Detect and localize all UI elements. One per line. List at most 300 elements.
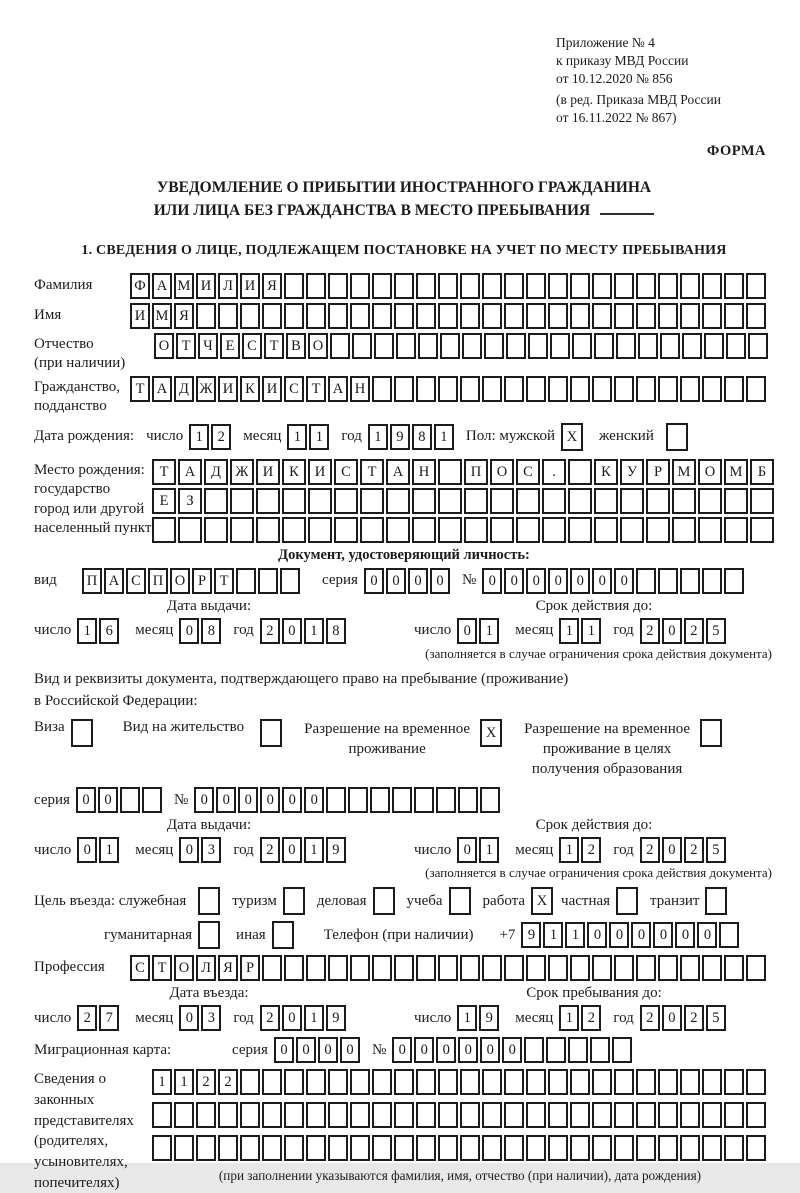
- form-cell[interactable]: 0: [392, 1037, 412, 1063]
- form-cell[interactable]: [666, 423, 688, 451]
- form-cell[interactable]: Т: [130, 376, 150, 402]
- form-cell[interactable]: А: [178, 459, 202, 485]
- form-cell[interactable]: [546, 1037, 566, 1063]
- form-cell[interactable]: 0: [662, 618, 682, 644]
- form-cell[interactable]: А: [152, 376, 172, 402]
- form-cell[interactable]: 0: [408, 568, 428, 594]
- form-cell[interactable]: [504, 1102, 524, 1128]
- form-cell[interactable]: [438, 1102, 458, 1128]
- form-cell[interactable]: 2: [640, 1005, 660, 1031]
- form-cell[interactable]: 1: [304, 618, 324, 644]
- form-cell[interactable]: [548, 955, 568, 981]
- form-cell[interactable]: [174, 1135, 194, 1161]
- form-cell[interactable]: 0: [653, 922, 673, 948]
- form-cell[interactable]: 0: [482, 568, 502, 594]
- form-cell[interactable]: 0: [77, 837, 97, 863]
- form-cell[interactable]: [680, 376, 700, 402]
- form-cell[interactable]: [548, 1102, 568, 1128]
- form-cell[interactable]: [308, 488, 332, 514]
- form-cell[interactable]: [218, 303, 238, 329]
- form-cell[interactable]: 1: [479, 837, 499, 863]
- form-cell[interactable]: Т: [360, 459, 384, 485]
- form-cell[interactable]: [218, 1135, 238, 1161]
- form-cell[interactable]: 1: [581, 618, 601, 644]
- form-cell[interactable]: Н: [412, 459, 436, 485]
- form-cell[interactable]: [374, 333, 394, 359]
- form-cell[interactable]: [658, 376, 678, 402]
- form-cell[interactable]: [680, 273, 700, 299]
- form-cell[interactable]: [230, 517, 254, 543]
- form-cell[interactable]: 1: [565, 922, 585, 948]
- form-cell[interactable]: [594, 517, 618, 543]
- form-cell[interactable]: М: [672, 459, 696, 485]
- form-cell[interactable]: [724, 1069, 744, 1095]
- form-cell[interactable]: [572, 333, 592, 359]
- form-cell[interactable]: 1: [189, 424, 209, 450]
- form-cell[interactable]: И: [240, 273, 260, 299]
- form-cell[interactable]: [438, 1135, 458, 1161]
- form-cell[interactable]: [658, 273, 678, 299]
- form-cell[interactable]: [142, 787, 162, 813]
- form-cell[interactable]: [284, 1135, 304, 1161]
- form-cell[interactable]: С: [334, 459, 358, 485]
- form-cell[interactable]: [570, 1069, 590, 1095]
- form-cell[interactable]: [680, 568, 700, 594]
- form-cell[interactable]: [480, 787, 500, 813]
- form-cell[interactable]: [282, 517, 306, 543]
- form-cell[interactable]: [548, 1135, 568, 1161]
- form-cell[interactable]: [306, 1069, 326, 1095]
- form-cell[interactable]: [516, 488, 540, 514]
- form-cell[interactable]: [636, 955, 656, 981]
- form-cell[interactable]: 0: [340, 1037, 360, 1063]
- form-cell[interactable]: 1: [77, 618, 97, 644]
- form-cell[interactable]: Е: [220, 333, 240, 359]
- form-cell[interactable]: [526, 1102, 546, 1128]
- form-cell[interactable]: [460, 273, 480, 299]
- form-cell[interactable]: Е: [152, 488, 176, 514]
- form-cell[interactable]: [700, 719, 722, 747]
- form-cell[interactable]: 1: [559, 837, 579, 863]
- form-cell[interactable]: [326, 787, 346, 813]
- form-cell[interactable]: О: [698, 459, 722, 485]
- form-cell[interactable]: [373, 887, 395, 915]
- form-cell[interactable]: 0: [436, 1037, 456, 1063]
- form-cell[interactable]: И: [262, 376, 282, 402]
- form-cell[interactable]: [416, 376, 436, 402]
- form-cell[interactable]: [240, 1069, 260, 1095]
- form-cell[interactable]: [284, 955, 304, 981]
- form-cell[interactable]: [460, 303, 480, 329]
- form-cell[interactable]: [416, 273, 436, 299]
- form-cell[interactable]: [306, 1135, 326, 1161]
- form-cell[interactable]: [460, 376, 480, 402]
- form-cell[interactable]: 2: [581, 1005, 601, 1031]
- form-cell[interactable]: [672, 517, 696, 543]
- form-cell[interactable]: 0: [414, 1037, 434, 1063]
- form-cell[interactable]: [438, 1069, 458, 1095]
- form-cell[interactable]: 8: [412, 424, 432, 450]
- form-cell[interactable]: [660, 333, 680, 359]
- form-cell[interactable]: Т: [306, 376, 326, 402]
- form-cell[interactable]: [438, 517, 462, 543]
- form-cell[interactable]: [396, 333, 416, 359]
- form-cell[interactable]: [636, 568, 656, 594]
- form-cell[interactable]: 9: [479, 1005, 499, 1031]
- form-cell[interactable]: М: [152, 303, 172, 329]
- form-cell[interactable]: X: [480, 719, 502, 747]
- form-cell[interactable]: Д: [174, 376, 194, 402]
- form-cell[interactable]: [240, 303, 260, 329]
- form-cell[interactable]: 1: [304, 1005, 324, 1031]
- form-cell[interactable]: З: [178, 488, 202, 514]
- form-cell[interactable]: [504, 1135, 524, 1161]
- form-cell[interactable]: [458, 787, 478, 813]
- form-cell[interactable]: [262, 955, 282, 981]
- form-cell[interactable]: [372, 955, 392, 981]
- form-cell[interactable]: 1: [287, 424, 307, 450]
- form-cell[interactable]: [594, 488, 618, 514]
- form-cell[interactable]: 0: [504, 568, 524, 594]
- form-cell[interactable]: 0: [386, 568, 406, 594]
- form-cell[interactable]: Л: [196, 955, 216, 981]
- form-cell[interactable]: 0: [697, 922, 717, 948]
- form-cell[interactable]: 0: [179, 1005, 199, 1031]
- form-cell[interactable]: [658, 568, 678, 594]
- form-cell[interactable]: [528, 333, 548, 359]
- form-cell[interactable]: [204, 488, 228, 514]
- form-cell[interactable]: [152, 517, 176, 543]
- form-cell[interactable]: [416, 1102, 436, 1128]
- form-cell[interactable]: Я: [218, 955, 238, 981]
- form-cell[interactable]: [726, 333, 746, 359]
- form-cell[interactable]: [394, 955, 414, 981]
- form-cell[interactable]: 0: [457, 618, 477, 644]
- form-cell[interactable]: [71, 719, 93, 747]
- form-cell[interactable]: [174, 1102, 194, 1128]
- form-cell[interactable]: 0: [76, 787, 96, 813]
- form-cell[interactable]: [449, 887, 471, 915]
- form-cell[interactable]: [350, 1069, 370, 1095]
- form-cell[interactable]: 8: [326, 618, 346, 644]
- form-cell[interactable]: [306, 303, 326, 329]
- form-cell[interactable]: [702, 303, 722, 329]
- form-cell[interactable]: [350, 955, 370, 981]
- form-cell[interactable]: [614, 1069, 634, 1095]
- form-cell[interactable]: [750, 488, 774, 514]
- form-cell[interactable]: [460, 955, 480, 981]
- form-cell[interactable]: [702, 273, 722, 299]
- form-cell[interactable]: [614, 273, 634, 299]
- form-cell[interactable]: [568, 459, 592, 485]
- form-cell[interactable]: П: [82, 568, 102, 594]
- form-cell[interactable]: [526, 1135, 546, 1161]
- form-cell[interactable]: 2: [260, 1005, 280, 1031]
- form-cell[interactable]: С: [130, 955, 150, 981]
- form-cell[interactable]: [612, 1037, 632, 1063]
- form-cell[interactable]: 0: [364, 568, 384, 594]
- form-cell[interactable]: 0: [304, 787, 324, 813]
- form-cell[interactable]: 0: [98, 787, 118, 813]
- form-cell[interactable]: [592, 376, 612, 402]
- form-cell[interactable]: 2: [684, 618, 704, 644]
- form-cell[interactable]: 6: [99, 618, 119, 644]
- form-cell[interactable]: А: [104, 568, 124, 594]
- form-cell[interactable]: [680, 1135, 700, 1161]
- form-cell[interactable]: [282, 488, 306, 514]
- form-cell[interactable]: [262, 1069, 282, 1095]
- form-cell[interactable]: [568, 488, 592, 514]
- form-cell[interactable]: [328, 1069, 348, 1095]
- form-cell[interactable]: 0: [480, 1037, 500, 1063]
- form-cell[interactable]: [698, 517, 722, 543]
- form-cell[interactable]: 0: [194, 787, 214, 813]
- form-cell[interactable]: [152, 1102, 172, 1128]
- form-cell[interactable]: [616, 887, 638, 915]
- form-cell[interactable]: [438, 488, 462, 514]
- form-cell[interactable]: [330, 333, 350, 359]
- form-cell[interactable]: [504, 303, 524, 329]
- form-cell[interactable]: [328, 303, 348, 329]
- form-cell[interactable]: [256, 488, 280, 514]
- form-cell[interactable]: [719, 922, 739, 948]
- form-cell[interactable]: Р: [192, 568, 212, 594]
- form-cell[interactable]: И: [196, 273, 216, 299]
- form-cell[interactable]: 3: [201, 837, 221, 863]
- form-cell[interactable]: [412, 517, 436, 543]
- form-cell[interactable]: 0: [587, 922, 607, 948]
- form-cell[interactable]: 1: [559, 618, 579, 644]
- form-cell[interactable]: [680, 303, 700, 329]
- form-cell[interactable]: 0: [631, 922, 651, 948]
- form-cell[interactable]: [236, 568, 256, 594]
- form-cell[interactable]: [658, 1135, 678, 1161]
- form-cell[interactable]: 5: [706, 618, 726, 644]
- form-cell[interactable]: 2: [684, 837, 704, 863]
- form-cell[interactable]: [360, 517, 384, 543]
- form-cell[interactable]: 0: [592, 568, 612, 594]
- form-cell[interactable]: [416, 303, 436, 329]
- form-cell[interactable]: Я: [174, 303, 194, 329]
- form-cell[interactable]: [482, 1102, 502, 1128]
- form-cell[interactable]: [592, 273, 612, 299]
- form-cell[interactable]: 0: [282, 1005, 302, 1031]
- form-cell[interactable]: 0: [260, 787, 280, 813]
- form-cell[interactable]: И: [130, 303, 150, 329]
- form-cell[interactable]: [636, 1069, 656, 1095]
- form-cell[interactable]: А: [386, 459, 410, 485]
- form-cell[interactable]: [542, 517, 566, 543]
- form-cell[interactable]: 0: [296, 1037, 316, 1063]
- form-cell[interactable]: [416, 1135, 436, 1161]
- form-cell[interactable]: [256, 517, 280, 543]
- form-cell[interactable]: [724, 1135, 744, 1161]
- form-cell[interactable]: [438, 376, 458, 402]
- form-cell[interactable]: [412, 488, 436, 514]
- form-cell[interactable]: [394, 303, 414, 329]
- form-cell[interactable]: [570, 1135, 590, 1161]
- form-cell[interactable]: [438, 273, 458, 299]
- form-cell[interactable]: [394, 1069, 414, 1095]
- form-cell[interactable]: [440, 333, 460, 359]
- form-cell[interactable]: С: [242, 333, 262, 359]
- form-cell[interactable]: [658, 303, 678, 329]
- form-cell[interactable]: [526, 1069, 546, 1095]
- form-cell[interactable]: [198, 887, 220, 915]
- form-cell[interactable]: [724, 1102, 744, 1128]
- form-cell[interactable]: X: [561, 423, 583, 451]
- form-cell[interactable]: 0: [526, 568, 546, 594]
- form-cell[interactable]: [328, 1102, 348, 1128]
- form-cell[interactable]: Т: [152, 459, 176, 485]
- form-cell[interactable]: [614, 1102, 634, 1128]
- form-cell[interactable]: [272, 921, 294, 949]
- form-cell[interactable]: [120, 787, 140, 813]
- form-cell[interactable]: 2: [77, 1005, 97, 1031]
- form-cell[interactable]: 1: [457, 1005, 477, 1031]
- form-cell[interactable]: [724, 376, 744, 402]
- form-cell[interactable]: [284, 1102, 304, 1128]
- form-cell[interactable]: 0: [282, 787, 302, 813]
- form-cell[interactable]: Ф: [130, 273, 150, 299]
- form-cell[interactable]: [524, 1037, 544, 1063]
- form-cell[interactable]: [438, 955, 458, 981]
- form-cell[interactable]: [196, 1135, 216, 1161]
- form-cell[interactable]: 2: [684, 1005, 704, 1031]
- form-cell[interactable]: О: [170, 568, 190, 594]
- form-cell[interactable]: [542, 488, 566, 514]
- form-cell[interactable]: [198, 921, 220, 949]
- form-cell[interactable]: [548, 273, 568, 299]
- form-cell[interactable]: [394, 1102, 414, 1128]
- form-cell[interactable]: [526, 955, 546, 981]
- form-cell[interactable]: Я: [262, 273, 282, 299]
- form-cell[interactable]: [570, 955, 590, 981]
- form-cell[interactable]: [746, 1135, 766, 1161]
- form-cell[interactable]: [350, 1135, 370, 1161]
- form-cell[interactable]: 0: [238, 787, 258, 813]
- form-cell[interactable]: [646, 488, 670, 514]
- form-cell[interactable]: [702, 1069, 722, 1095]
- form-cell[interactable]: [548, 303, 568, 329]
- form-cell[interactable]: [636, 1135, 656, 1161]
- form-cell[interactable]: [394, 376, 414, 402]
- form-cell[interactable]: 2: [581, 837, 601, 863]
- form-cell[interactable]: М: [174, 273, 194, 299]
- form-cell[interactable]: [746, 1069, 766, 1095]
- form-cell[interactable]: [262, 303, 282, 329]
- form-cell[interactable]: [592, 955, 612, 981]
- form-cell[interactable]: [438, 303, 458, 329]
- form-cell[interactable]: [360, 488, 384, 514]
- form-cell[interactable]: [614, 1135, 634, 1161]
- form-cell[interactable]: [702, 568, 722, 594]
- form-cell[interactable]: [230, 488, 254, 514]
- form-cell[interactable]: [350, 303, 370, 329]
- form-cell[interactable]: 1: [152, 1069, 172, 1095]
- form-cell[interactable]: [526, 376, 546, 402]
- form-cell[interactable]: [328, 955, 348, 981]
- form-cell[interactable]: [484, 333, 504, 359]
- form-cell[interactable]: Д: [204, 459, 228, 485]
- form-cell[interactable]: [570, 273, 590, 299]
- form-cell[interactable]: 1: [99, 837, 119, 863]
- form-cell[interactable]: [570, 303, 590, 329]
- form-cell[interactable]: [570, 376, 590, 402]
- form-cell[interactable]: [284, 273, 304, 299]
- form-cell[interactable]: 5: [706, 837, 726, 863]
- form-cell[interactable]: [196, 1102, 216, 1128]
- form-cell[interactable]: 0: [179, 618, 199, 644]
- form-cell[interactable]: [570, 1102, 590, 1128]
- form-cell[interactable]: [638, 333, 658, 359]
- form-cell[interactable]: С: [516, 459, 540, 485]
- form-cell[interactable]: [682, 333, 702, 359]
- form-cell[interactable]: Ч: [198, 333, 218, 359]
- form-cell[interactable]: [636, 273, 656, 299]
- form-cell[interactable]: И: [308, 459, 332, 485]
- form-cell[interactable]: [306, 1102, 326, 1128]
- form-cell[interactable]: [504, 955, 524, 981]
- form-cell[interactable]: 0: [662, 1005, 682, 1031]
- form-cell[interactable]: 2: [260, 618, 280, 644]
- form-cell[interactable]: [568, 517, 592, 543]
- form-cell[interactable]: С: [284, 376, 304, 402]
- form-cell[interactable]: [614, 303, 634, 329]
- form-cell[interactable]: [646, 517, 670, 543]
- form-cell[interactable]: [438, 459, 462, 485]
- form-cell[interactable]: [526, 273, 546, 299]
- form-cell[interactable]: [280, 568, 300, 594]
- form-cell[interactable]: [414, 787, 434, 813]
- form-cell[interactable]: [680, 955, 700, 981]
- form-cell[interactable]: [594, 333, 614, 359]
- form-cell[interactable]: [705, 887, 727, 915]
- form-cell[interactable]: [746, 376, 766, 402]
- form-cell[interactable]: [592, 1135, 612, 1161]
- form-cell[interactable]: [372, 1102, 392, 1128]
- form-cell[interactable]: [464, 488, 488, 514]
- form-cell[interactable]: [504, 273, 524, 299]
- form-cell[interactable]: [394, 1135, 414, 1161]
- form-cell[interactable]: [372, 376, 392, 402]
- form-cell[interactable]: 0: [282, 618, 302, 644]
- form-cell[interactable]: [464, 517, 488, 543]
- form-cell[interactable]: [306, 273, 326, 299]
- form-cell[interactable]: В: [286, 333, 306, 359]
- form-cell[interactable]: 2: [196, 1069, 216, 1095]
- form-cell[interactable]: [460, 1102, 480, 1128]
- form-cell[interactable]: [702, 1135, 722, 1161]
- form-cell[interactable]: [152, 1135, 172, 1161]
- form-cell[interactable]: [284, 1069, 304, 1095]
- form-cell[interactable]: 1: [434, 424, 454, 450]
- form-cell[interactable]: [616, 333, 636, 359]
- form-cell[interactable]: 7: [99, 1005, 119, 1031]
- form-cell[interactable]: 0: [609, 922, 629, 948]
- form-cell[interactable]: [372, 303, 392, 329]
- form-cell[interactable]: 0: [570, 568, 590, 594]
- form-cell[interactable]: [568, 1037, 588, 1063]
- form-cell[interactable]: О: [490, 459, 514, 485]
- form-cell[interactable]: [262, 1102, 282, 1128]
- form-cell[interactable]: [702, 376, 722, 402]
- form-cell[interactable]: [350, 273, 370, 299]
- form-cell[interactable]: Л: [218, 273, 238, 299]
- form-cell[interactable]: [460, 1069, 480, 1095]
- form-cell[interactable]: Б: [750, 459, 774, 485]
- form-cell[interactable]: [334, 517, 358, 543]
